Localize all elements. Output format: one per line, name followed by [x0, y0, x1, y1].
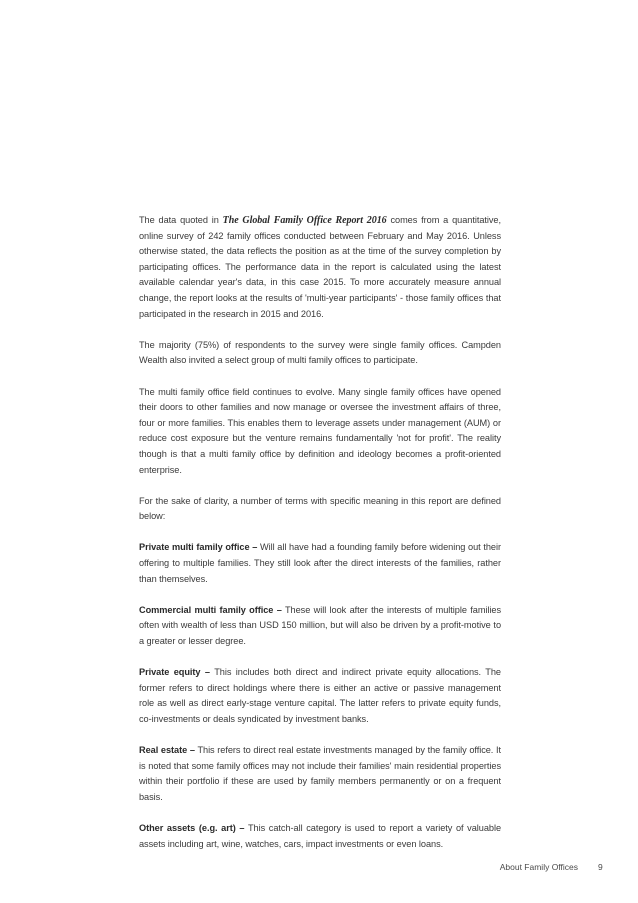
definition-term: Private equity –	[139, 667, 210, 678]
page-number: 9	[598, 862, 603, 872]
body-text	[139, 213, 501, 868]
definition-text: These will look after the interests of multiple families often with wealth of less than USD 150 million, but will also be driven by a profit-motive to a greater or lesser degree.	[139, 604, 501, 647]
definition-term: Private multi family office –	[139, 542, 258, 553]
definition-other-assets	[139, 821, 501, 852]
definition-term: Other assets (e.g. art) –	[139, 823, 245, 834]
definition-commercial-multi-family-office	[139, 603, 501, 650]
intro-paragraph	[139, 213, 501, 322]
footer-section-title: About Family Offices	[499, 862, 578, 872]
definition-private-multi-family-office	[139, 540, 501, 587]
definition-text: This catch-all category is used to report a variety of valuable assets including art, wine, watches, cars, impact investments or even loans.	[139, 823, 502, 849]
definition-term: Real estate –	[139, 745, 195, 756]
page-footer	[0, 862, 638, 876]
intro-text-end: comes from a quantitative, online survey of 242 family offices conducted between February and May 2016. Unless otherwise stated, the data reflects the position as at the time of the survey completion by participating offices. The performance data in the report is calculated using the latest available calendar year's data, in this case 2015. To more accurately measure annual change, the report looks at the results of 'multi-year participants' - those family offices that participated in the research in 2015 and 2016.	[139, 215, 501, 319]
report-title: The Global Family Office Report 2016	[222, 215, 387, 226]
majority-paragraph: The majority (75%) of respondents to the survey were single family offices. Campden Wealth also invited a select group of multi family offices to participate.	[139, 339, 501, 366]
definition-term: Commercial multi family office –	[139, 604, 282, 615]
definition-text: Will all have had a founding family before widening out their offering to multiple families. They still look after the direct interests of the families, rather than themselves.	[139, 542, 501, 584]
definition-real-estate	[139, 743, 501, 805]
definition-private-equity	[139, 665, 501, 727]
clarity-paragraph: For the sake of clarity, a number of terms with specific meaning in this report are defined below:	[139, 495, 501, 522]
definition-text: This includes both direct and indirect private equity allocations. The former refers to direct holdings where there is either an active or passive management role as well as direct early-stage venture capital. The latter refers to private equity funds, co-investments or deals syndicated by investment banks.	[139, 667, 501, 724]
intro-text-start: The data quoted in	[139, 215, 223, 225]
definition-text: This refers to direct real estate investments managed by the family office. It is noted that some family offices may not include their families' main residential properties within their portfolio if these are used by family members permanently or on a frequent basis.	[139, 745, 502, 802]
multi-family-paragraph: The multi family office field continues to evolve. Many single family offices have opened their doors to other families and now manage or oversee the investment affairs of three, four or more families. This enables them to leverage assets under management (AUM) or reduce cost exposure but the venture remains fundamentally 'not for profit'. The reality though is that a multi family office by definition and ideology becomes a profit-oriented enterprise.	[139, 386, 501, 475]
